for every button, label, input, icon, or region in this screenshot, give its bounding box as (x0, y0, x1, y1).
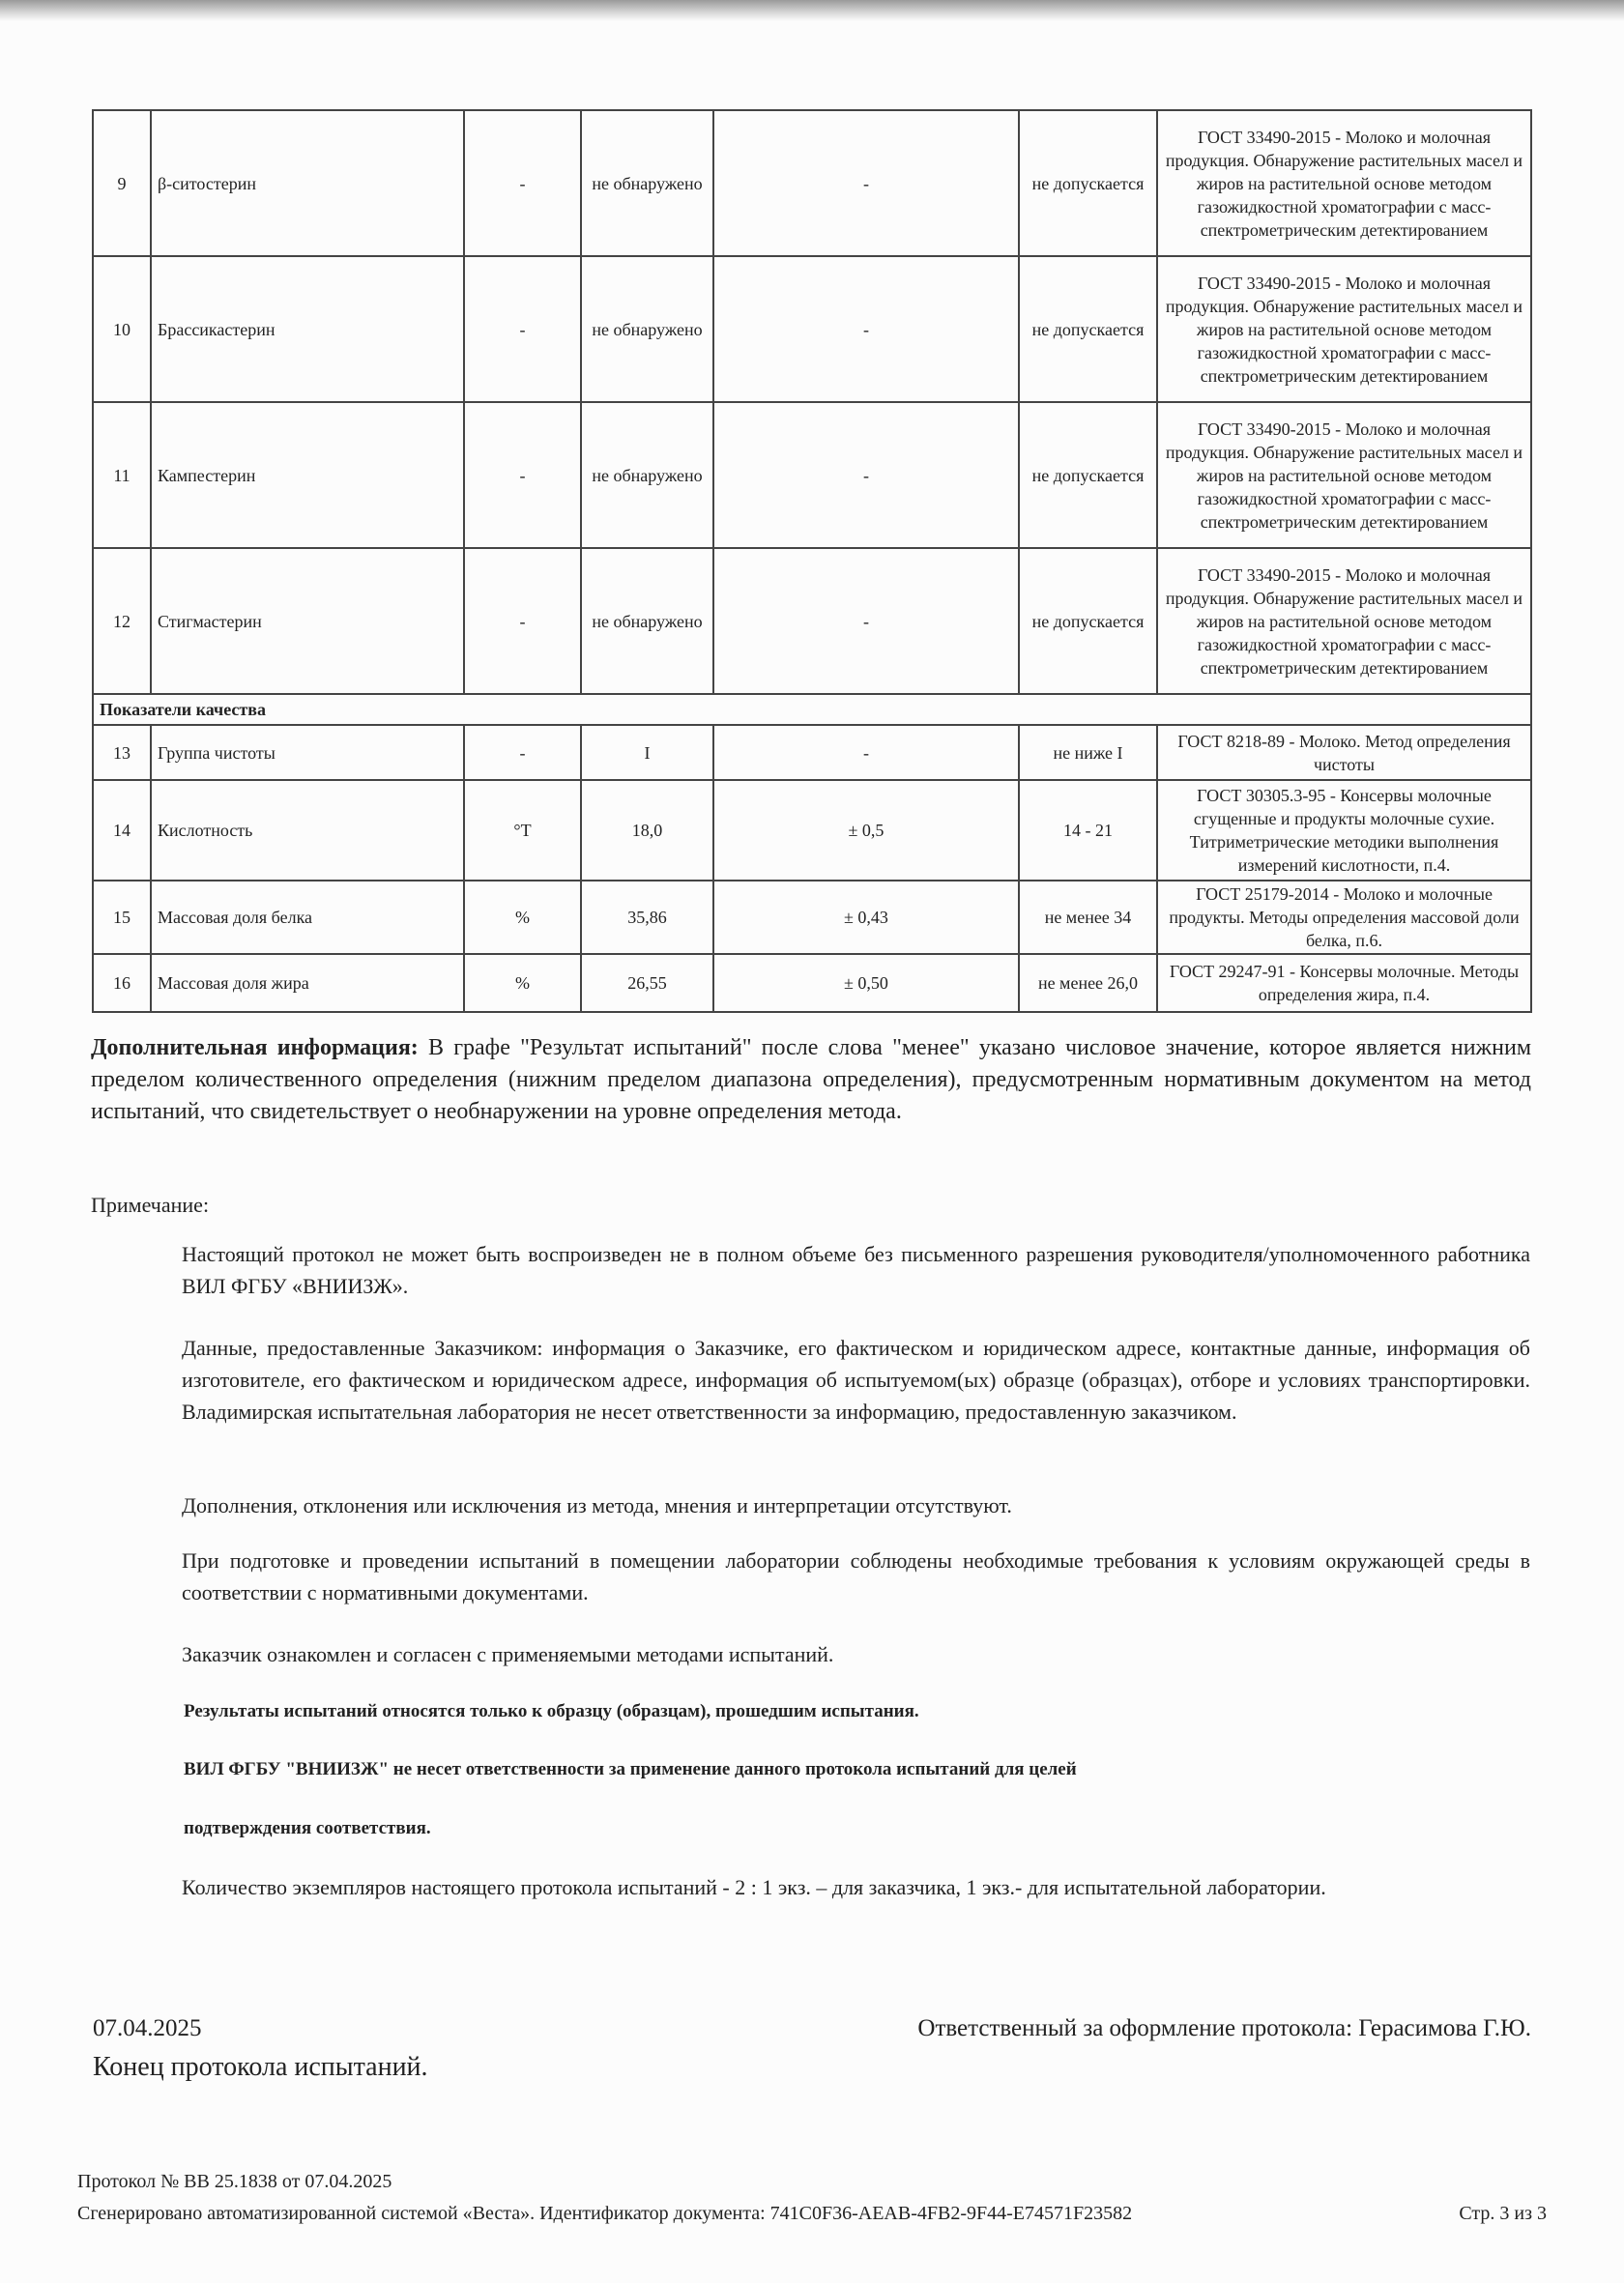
scan-edge (0, 0, 1624, 21)
cell-num: 10 (93, 256, 151, 402)
cell-result: 35,86 (581, 881, 713, 954)
cell-method: ГОСТ 8218-89 - Молоко. Метод определения чистоты (1157, 725, 1531, 780)
cell-result: I (581, 725, 713, 780)
table-row (93, 548, 1531, 694)
cell-result: не обнаружено (581, 256, 713, 402)
cell-error: - (713, 548, 1019, 694)
cell-name: Кампестерин (151, 402, 464, 548)
additional-info (91, 1032, 1531, 1128)
footer-generated: Сгенерировано автоматизированной системой «Веста». Идентификатор документа: 741C0F36-AEAB-4FB2-9F44-E74571F23582 (77, 2203, 1133, 2224)
additional-info-text: В графе "Результат испытаний" после слова "менее" указано числовое значение, которое является нижним пределом количественного определения (нижним пределом диапазона определения), предусмотренным нормативным документом на метод испытаний, что свидетельствует о необнаружении на уровне определения метода. (91, 1035, 1532, 1124)
section-header: Показатели качества (93, 694, 1531, 725)
cell-error: - (713, 725, 1019, 780)
cell-error: - (713, 110, 1019, 256)
cell-norm: не допускается (1019, 256, 1157, 402)
cell-unit: - (464, 256, 581, 402)
cell-result: 18,0 (581, 780, 713, 881)
table-row (93, 256, 1531, 402)
table-row (93, 780, 1531, 881)
cell-method: ГОСТ 33490-2015 - Молоко и молочная продукция. Обнаружение растительных масел и жиров на растительной основе методом газожидкостной хроматографии с масс-спектрометрическим детектированием (1157, 256, 1531, 402)
cell-num: 11 (93, 402, 151, 548)
cell-num: 9 (93, 110, 151, 256)
cell-error: ± 0,43 (713, 881, 1019, 954)
table-row (93, 881, 1531, 954)
date: 07.04.2025 (93, 2015, 202, 2041)
cell-norm: не ниже I (1019, 725, 1157, 780)
note-5: Заказчик ознакомлен и согласен с применяемыми методами испытаний. (182, 1642, 834, 1666)
cell-norm: не менее 26,0 (1019, 954, 1157, 1012)
additional-info-label: Дополнительная информация: (91, 1035, 419, 1060)
end-of-protocol: Конец протокола испытаний. (93, 2052, 428, 2082)
cell-unit: % (464, 954, 581, 1012)
cell-norm: не допускается (1019, 110, 1157, 256)
cell-method: ГОСТ 30305.3-95 - Консервы молочные сгущенные и продукты молочные сухие. Титриметрические методики выполнения измерений кислотности, п.4. (1157, 780, 1531, 881)
cell-result: не обнаружено (581, 110, 713, 256)
cell-norm: не допускается (1019, 402, 1157, 548)
table-row (93, 110, 1531, 256)
cell-name: Кислотность (151, 780, 464, 881)
cell-result: не обнаружено (581, 548, 713, 694)
cell-num: 16 (93, 954, 151, 1012)
table-row (93, 725, 1531, 780)
cell-error: - (713, 402, 1019, 548)
cell-unit: % (464, 881, 581, 954)
cell-error: - (713, 256, 1019, 402)
cell-unit: - (464, 402, 581, 548)
cell-name: β-ситостерин (151, 110, 464, 256)
cell-method: ГОСТ 33490-2015 - Молоко и молочная продукция. Обнаружение растительных масел и жиров на растительной основе методом газожидкостной хроматографии с масс-спектрометрическим детектированием (1157, 110, 1531, 256)
cell-norm: не менее 34 (1019, 881, 1157, 954)
responsible: Ответственный за оформление протокола: Герасимова Г.Ю. (917, 2015, 1531, 2041)
note-1: Настоящий протокол не может быть воспроизведен не в полном объеме без письменного разрешения руководителя/уполномоченного работника ВИЛ ФГБУ «ВНИИЗЖ». (182, 1242, 1530, 1298)
cell-norm: не допускается (1019, 548, 1157, 694)
cell-unit: - (464, 548, 581, 694)
cell-result: 26,55 (581, 954, 713, 1012)
copies-note: Количество экземпляров настоящего протокола испытаний - 2 : 1 экз. – для заказчика, 1 экз.- для испытательной лаборатории. (182, 1875, 1326, 1899)
cell-error: ± 0,50 (713, 954, 1019, 1012)
cell-num: 13 (93, 725, 151, 780)
bold-note-2: ВИЛ ФГБУ "ВНИИЗЖ" не несет ответственности за применение данного протокола испытаний для целей (184, 1759, 1077, 1779)
cell-method: ГОСТ 29247-91 - Консервы молочные. Методы определения жира, п.4. (1157, 954, 1531, 1012)
bold-note-1: Результаты испытаний относятся только к образцу (образцам), прошедшим испытания. (184, 1701, 919, 1721)
cell-name: Брассикастерин (151, 256, 464, 402)
cell-num: 14 (93, 780, 151, 881)
cell-result: не обнаружено (581, 402, 713, 548)
footer-protocol: Протокол № ВВ 25.1838 от 07.04.2025 (77, 2171, 392, 2192)
cell-name: Стигмастерин (151, 548, 464, 694)
note-4: При подготовке и проведении испытаний в помещении лаборатории соблюдены необходимые требования к условиям окружающей среды в соответствии с нормативными документами. (182, 1548, 1530, 1604)
cell-unit: - (464, 110, 581, 256)
note-label: Примечание: (91, 1193, 210, 1217)
cell-method: ГОСТ 33490-2015 - Молоко и молочная продукция. Обнаружение растительных масел и жиров на растительной основе методом газожидкостной хроматографии с масс-спектрометрическим детектированием (1157, 402, 1531, 548)
cell-unit: °Т (464, 780, 581, 881)
note-2: Данные, предоставленные Заказчиком: информация о Заказчике, его фактическом и юридическом адресе, контактные данные, информация об изготовителе, его фактическом и юридическом адресе, информация об испытуемом(ых) образце (образцах), отборе и условиях транспортировки. Владимирская испытательная лаборатория не несет ответственности за информацию, предоставленную заказчиком. (182, 1336, 1530, 1424)
cell-num: 12 (93, 548, 151, 694)
note-3: Дополнения, отклонения или исключения из метода, мнения и интерпретации отсутствуют. (182, 1493, 1012, 1517)
cell-unit: - (464, 725, 581, 780)
cell-method: ГОСТ 25179-2014 - Молоко и молочные продукты. Методы определения массовой доли белка, п.6. (1157, 881, 1531, 954)
cell-error: ± 0,5 (713, 780, 1019, 881)
table-row (93, 402, 1531, 548)
cell-method: ГОСТ 33490-2015 - Молоко и молочная продукция. Обнаружение растительных масел и жиров на растительной основе методом газожидкостной хроматографии с масс-спектрометрическим детектированием (1157, 548, 1531, 694)
cell-num: 15 (93, 881, 151, 954)
cell-name: Массовая доля жира (151, 954, 464, 1012)
footer-page: Стр. 3 из 3 (1459, 2203, 1547, 2224)
results-table (92, 109, 1532, 1013)
cell-norm: 14 - 21 (1019, 780, 1157, 881)
cell-name: Группа чистоты (151, 725, 464, 780)
cell-name: Массовая доля белка (151, 881, 464, 954)
bold-note-3: подтверждения соответствия. (184, 1818, 431, 1838)
table-row (93, 954, 1531, 1012)
